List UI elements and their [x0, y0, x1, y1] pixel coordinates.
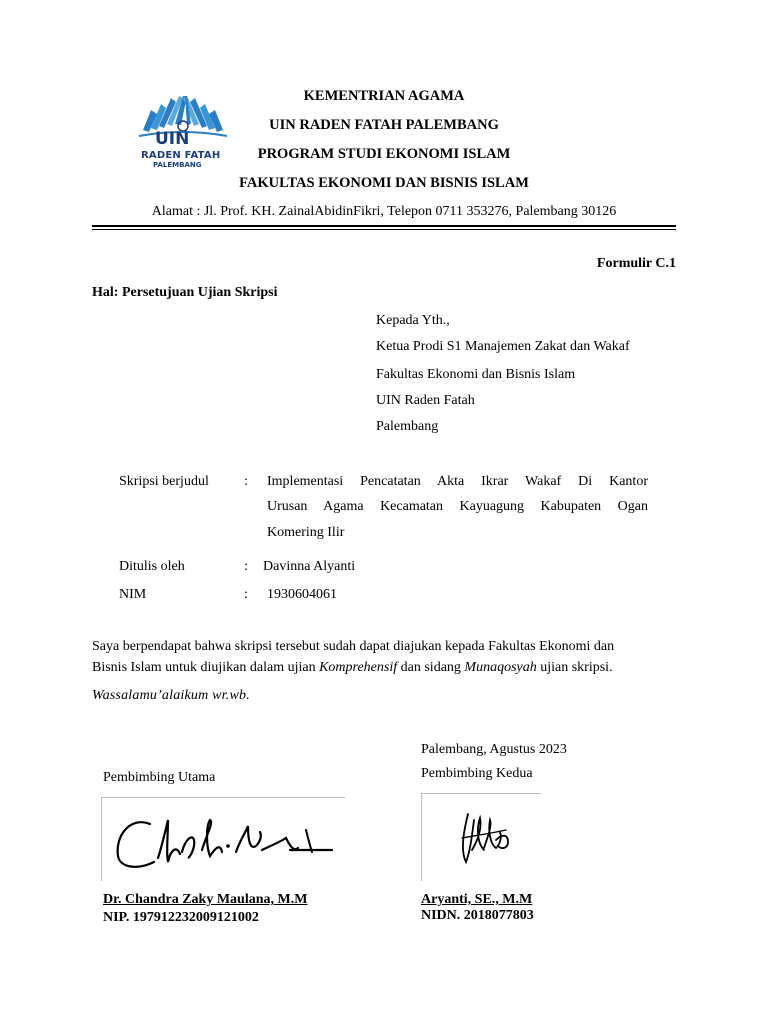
logo-main-text: UIN	[155, 129, 190, 149]
body-paragraph-line: Bisnis Islam untuk diujikan dalam ujian Komprehensif dan sidang Munaqosyah ujian skripsi.	[92, 660, 613, 675]
secondary-advisor-role: Pembimbing Kedua	[421, 766, 533, 781]
author-value: Davinna Alyanti	[263, 559, 356, 574]
signature-box-border	[101, 797, 102, 881]
closing-salutation: Wassalamu’alaikum wr.wb.	[92, 688, 250, 703]
author-label: Ditulis oleh	[119, 559, 185, 574]
recipient-line: Palembang	[376, 419, 439, 434]
colon: :	[244, 474, 248, 489]
form-code: Formulir C.1	[596, 256, 676, 271]
handwritten-signature-icon	[448, 800, 528, 880]
recipient-line: Ketua Prodi S1 Manajemen Zakat dan Wakaf	[376, 339, 630, 354]
secondary-advisor-name: Aryanti, SE., M.M	[421, 892, 533, 907]
logo-city-text: PALEMBANG	[153, 161, 202, 169]
primary-advisor-id: NIP. 197912232009121002	[103, 910, 259, 925]
recipient-line: UIN Raden Fatah	[376, 393, 475, 408]
address-line: Alamat : Jl. Prof. KH. ZainalAbidinFikri, Telepon 0711 353276, Palembang 30126	[151, 204, 617, 219]
letter-subject: Hal: Persetujuan Ujian Skripsi	[92, 285, 278, 300]
place-date: Palembang, Agustus 2023	[421, 742, 567, 757]
thesis-title-line: Komering Ilir	[267, 525, 345, 540]
handwritten-signature-icon	[110, 806, 340, 886]
primary-advisor-role: Pembimbing Utama	[103, 770, 216, 785]
body-paragraph-line: Saya berpendapat bahwa skripsi tersebut sudah dapat diajukan kepada Fakultas Ekonomi dan	[92, 639, 615, 654]
recipient-greeting: Kepada Yth.,	[376, 313, 450, 328]
secondary-advisor-id: NIDN. 2018077803	[421, 908, 534, 923]
signature-box-border	[421, 793, 541, 794]
signature-box-border	[101, 797, 345, 798]
primary-advisor-name: Dr. Chandra Zaky Maulana, M.M	[103, 892, 308, 907]
thesis-title-line: Implementasi Pencatatan Akta Ikrar Wakaf Di Kantor	[267, 474, 648, 489]
colon: :	[244, 559, 248, 574]
faculty-heading: FAKULTAS EKONOMI DAN BISNIS ISLAM	[239, 175, 529, 191]
thesis-title-line: Urusan Agama Kecamatan Kayuagung Kabupaten Ogan	[267, 499, 648, 514]
colon: :	[244, 587, 248, 602]
signature-box-border	[421, 793, 422, 881]
thesis-title-label: Skripsi berjudul	[119, 474, 209, 489]
header-divider	[92, 225, 676, 227]
primary-signature	[110, 806, 340, 886]
program-heading: PROGRAM STUDI EKONOMI ISLAM	[257, 146, 511, 162]
logo-name-text: RADEN FATAH	[141, 150, 221, 161]
header-divider-thin	[92, 229, 676, 230]
secondary-signature	[448, 800, 528, 880]
nim-label: NIM	[119, 587, 147, 602]
recipient-line: Fakultas Ekonomi dan Bisnis Islam	[376, 367, 576, 382]
ministry-heading: KEMENTRIAN AGAMA	[303, 88, 465, 104]
university-heading: UIN RADEN FATAH PALEMBANG	[269, 117, 499, 133]
nim-value: 1930604061	[267, 587, 337, 602]
